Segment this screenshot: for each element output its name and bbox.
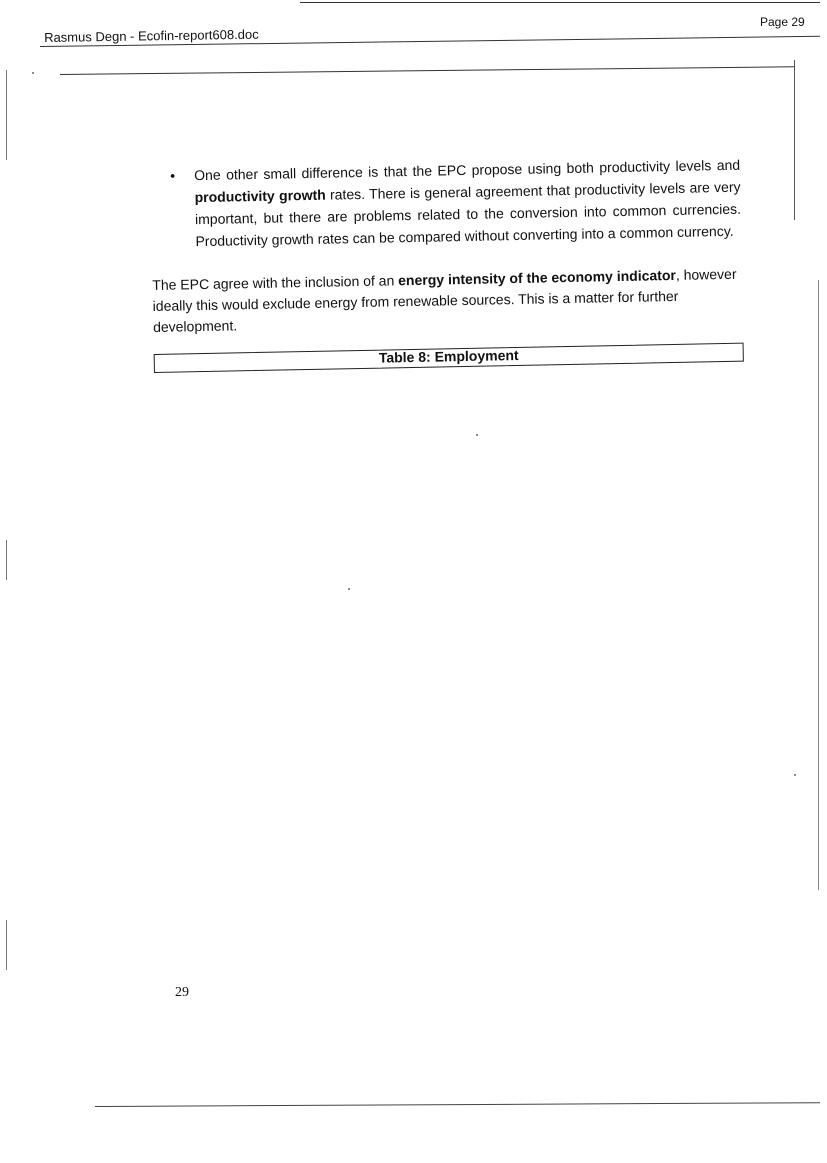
bullet-text-bold: productivity growth <box>194 186 326 206</box>
page-left-edge-3 <box>6 920 7 970</box>
table-title-box <box>154 343 744 373</box>
fax-page-label: Page 29 <box>760 15 805 29</box>
page-right-border-lower <box>818 280 819 890</box>
page-bottom-border <box>95 1102 820 1107</box>
document-body <box>150 154 744 373</box>
scan-speck <box>32 72 34 74</box>
bullet-icon: • <box>170 167 176 184</box>
paragraph-text-part1: The EPC agree with the inclusion of an <box>152 272 399 293</box>
page-number: 29 <box>175 985 189 1000</box>
bullet-text-part1: One other small difference is that the EPC propose using both productivity levels and <box>194 156 741 184</box>
page-top-border <box>60 66 795 75</box>
body-paragraph <box>152 264 743 338</box>
paragraph-text-bold: energy intensity of the economy indicator <box>398 266 677 289</box>
fax-top-rule <box>300 2 820 3</box>
scan-speck <box>476 434 478 436</box>
table-title: Table 8: Employment <box>378 346 519 366</box>
bullet-text-part2: rates. There is general agreement that productivity levels are very important, but there are problems related to the conversion into common currencies. Productivity growth rates can be compared without converting into a common currency. <box>194 178 742 250</box>
page-right-border <box>794 60 795 220</box>
scan-speck <box>348 588 350 590</box>
fax-sender-line: Rasmus Degn - Ecofin-report608.doc <box>44 26 259 45</box>
bullet-item <box>150 154 742 253</box>
fax-header <box>0 0 827 60</box>
page-left-edge-2 <box>6 540 7 580</box>
paragraph-text-part2: , however ideally this would exclude energy from renewable sources. This is a matter for further development. <box>152 265 737 335</box>
page-left-edge <box>6 70 7 160</box>
scan-speck <box>794 774 796 776</box>
